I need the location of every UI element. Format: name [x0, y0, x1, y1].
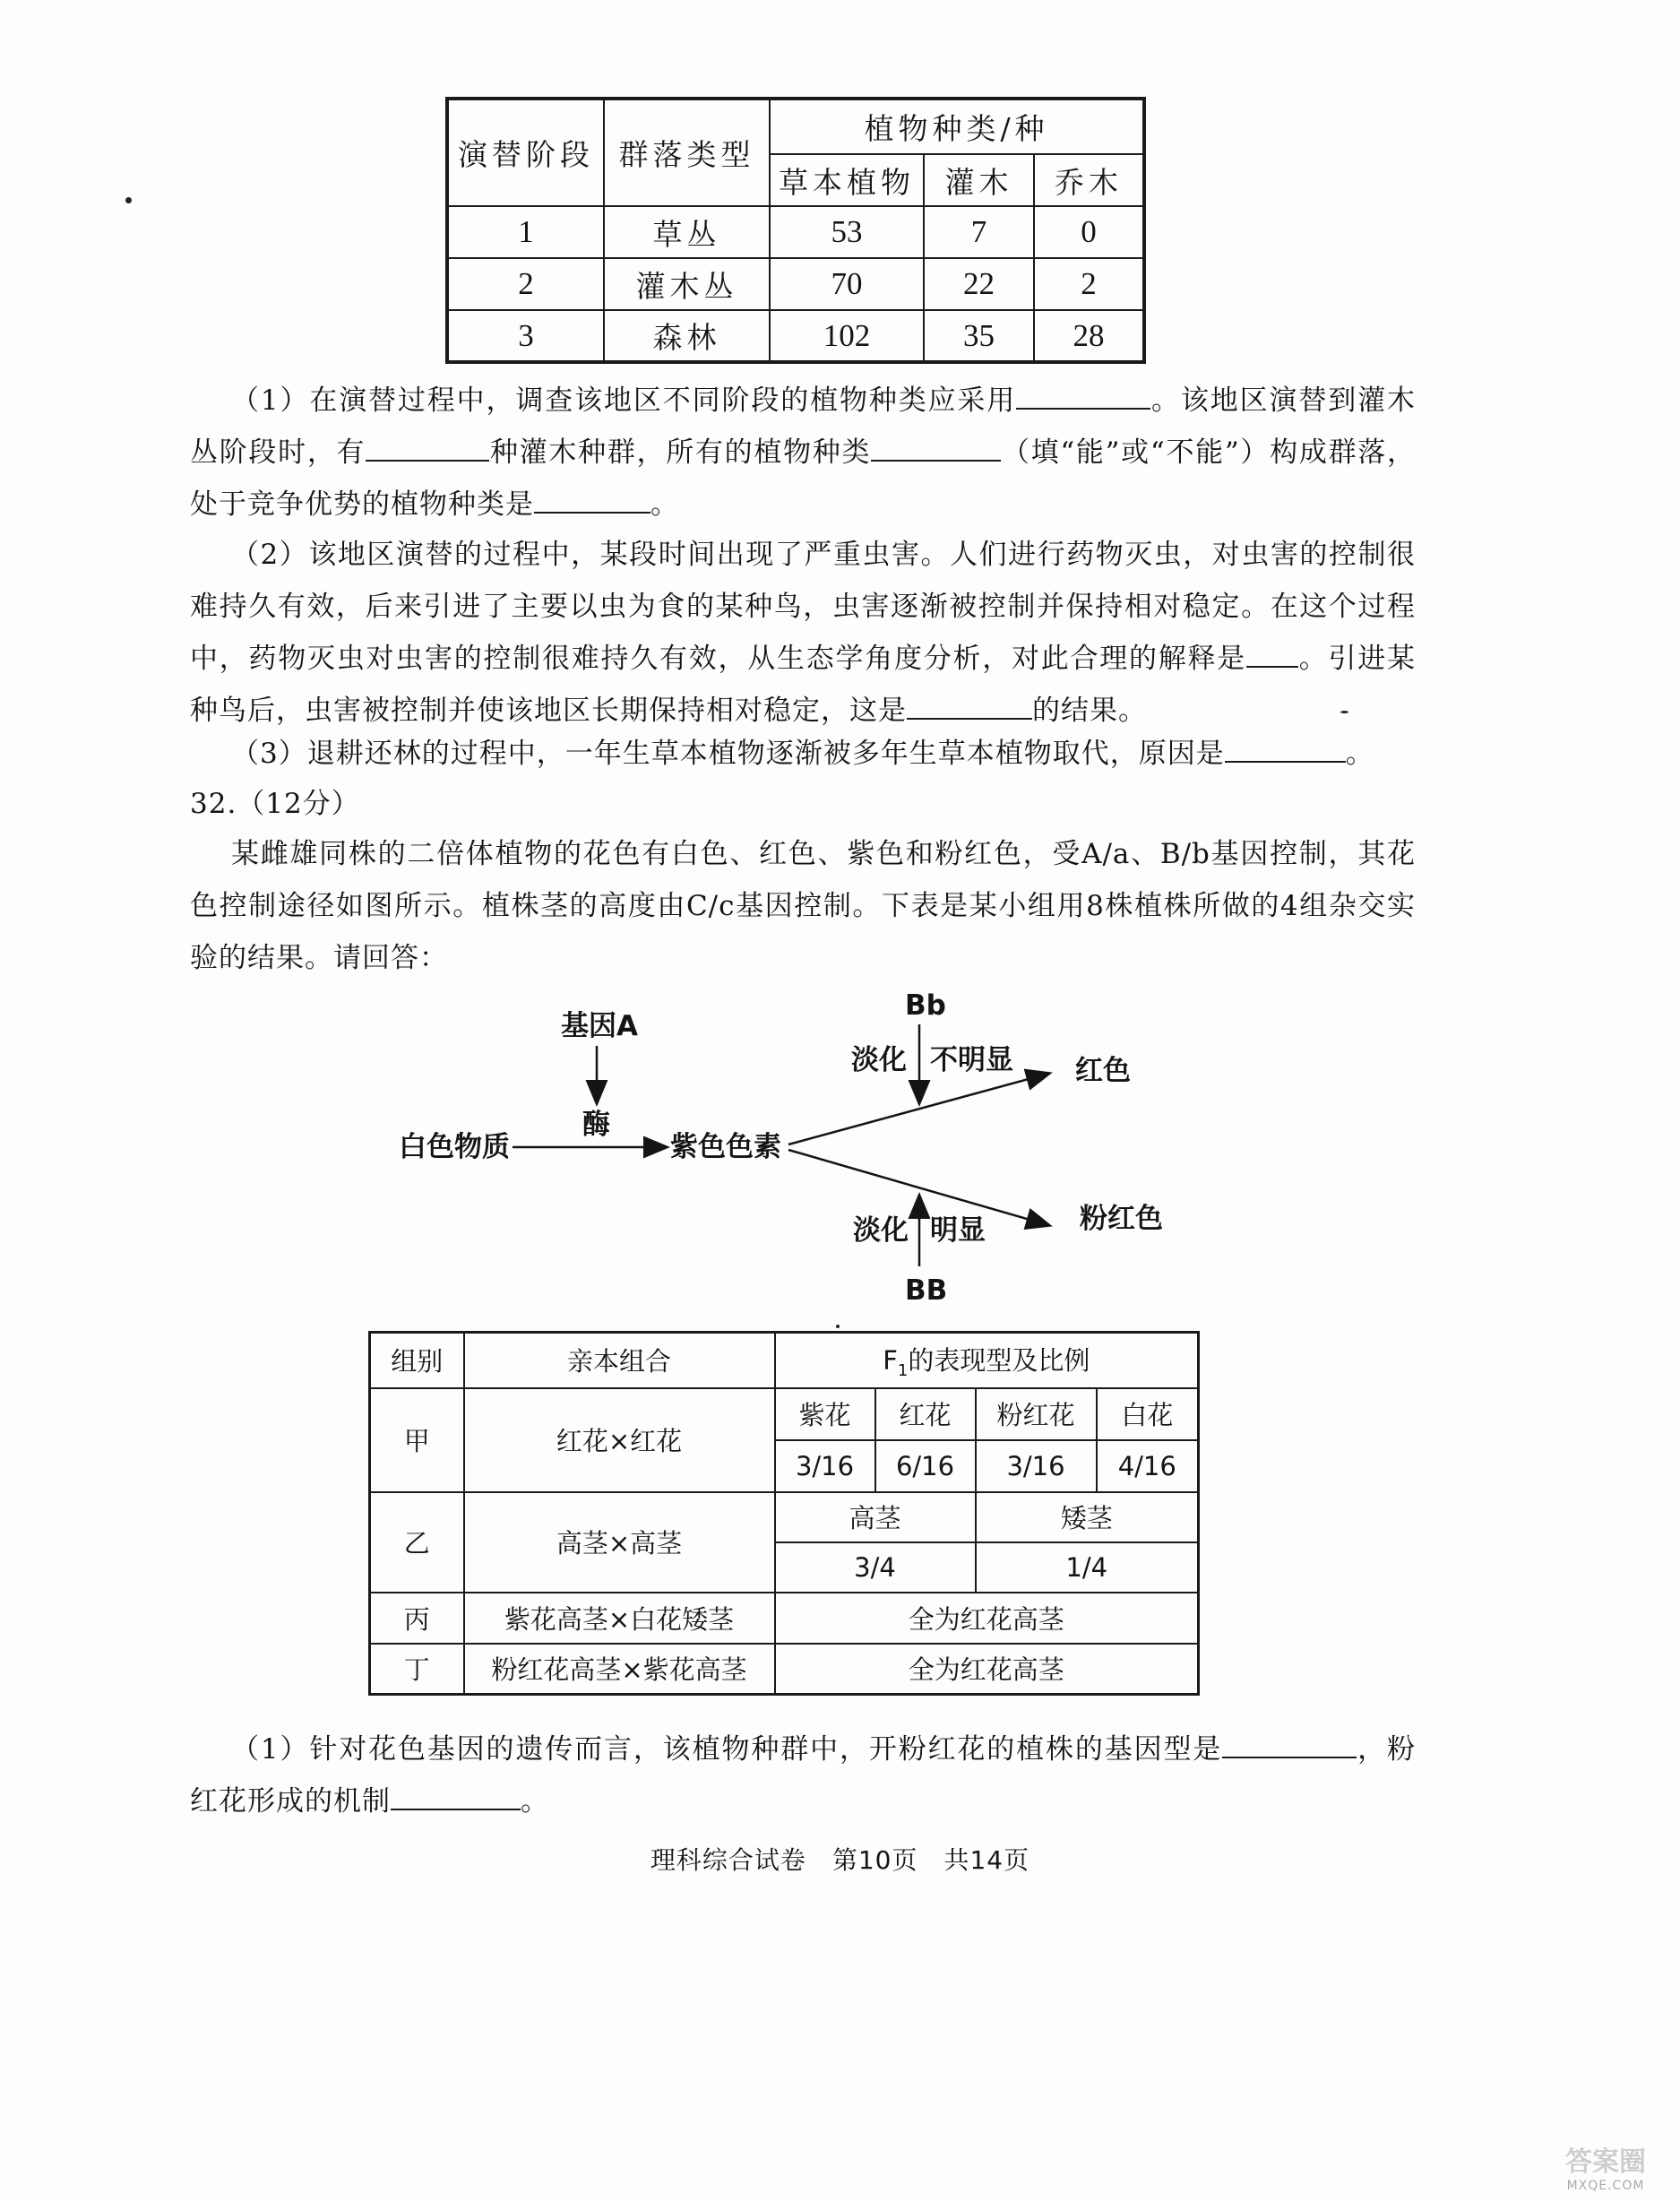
cell-community: 森林 [604, 310, 770, 362]
f1-subscript: 1 [897, 1360, 909, 1380]
answer-blank[interactable] [871, 433, 1001, 462]
obvious-label: 明显 [930, 1214, 986, 1247]
header-community: 群落类型 [604, 99, 770, 206]
answer-blank[interactable] [534, 485, 650, 514]
header-tree: 乔木 [1034, 154, 1144, 206]
header-herb: 草本植物 [770, 154, 924, 206]
cell-ratio: 3/16 [775, 1440, 875, 1492]
cell-ratio: 3/4 [775, 1542, 976, 1593]
cell-group: 甲 [370, 1388, 464, 1492]
answer-blank[interactable] [1225, 734, 1346, 763]
cell-ratio: 3/16 [976, 1440, 1097, 1492]
answer-blank[interactable] [391, 1782, 521, 1810]
cell-tree: 2 [1034, 258, 1144, 310]
answer-blank[interactable] [1016, 381, 1150, 410]
cell-herb: 102 [770, 310, 924, 362]
table-row [370, 1388, 1199, 1440]
cell-herb: 53 [770, 206, 924, 258]
watermark-top: 答案圈 [1565, 2146, 1646, 2178]
q32-1-text-b: ，粉红花形成的机制 [190, 1733, 1416, 1818]
watermark-logo [1547, 2139, 1664, 2193]
gene-a-label: 基因A [561, 1010, 638, 1042]
cell-shrub: 7 [924, 206, 1034, 258]
header-shrub: 灌木 [924, 154, 1034, 206]
cell-stage: 3 [447, 310, 604, 362]
cell-group: 乙 [370, 1492, 464, 1593]
question-32-heading: 32.（12分） [190, 788, 360, 820]
cross-experiment-table [368, 1331, 1200, 1696]
table-row [447, 206, 1144, 258]
cell-phenotype: 高茎 [775, 1492, 976, 1542]
header-species: 植物种类/种 [770, 99, 1144, 154]
flower-color-pathway-diagram [385, 990, 1210, 1317]
cell-parents: 粉红花高茎×紫花高茎 [464, 1644, 775, 1695]
cell-phenotype: 白花 [1097, 1388, 1199, 1440]
q31-1-text-c: 种灌木种群，所有的植物种类 [489, 436, 872, 469]
cell-stage: 2 [447, 258, 604, 310]
watermark-bottom: MXQE.COM [1566, 2179, 1645, 2193]
page-footer: 理科综合试卷 第10页 共14页 [650, 1845, 1030, 1875]
answer-blank[interactable] [1246, 639, 1298, 668]
question-32-part-1 [190, 1723, 1416, 1827]
bb-top-label: Bb [905, 990, 946, 1022]
q31-2-text-b: 。引进某种鸟后，虫害被控制并使该地区长期保持相对稳定，这是 [190, 643, 1416, 727]
header-f1 [775, 1333, 1199, 1388]
cell-parents: 高茎×高茎 [464, 1492, 775, 1593]
cell-phenotype: 红花 [875, 1388, 976, 1440]
f1-prefix: F [883, 1344, 898, 1376]
table-row [447, 310, 1144, 362]
cell-parents: 紫花高茎×白花矮茎 [464, 1593, 775, 1644]
table-row [370, 1492, 1199, 1542]
answer-blank[interactable] [366, 433, 489, 462]
table-row [370, 1644, 1199, 1695]
header-group: 组别 [370, 1333, 464, 1388]
cell-phenotype: 矮茎 [976, 1492, 1199, 1542]
q31-1-text-a: （1）在演替过程中，调查该地区不同阶段的植物种类应采用 [231, 384, 1017, 417]
cell-result: 全为红花高茎 [775, 1593, 1199, 1644]
pink-label: 粉红色 [1080, 1203, 1163, 1235]
cell-tree: 0 [1034, 206, 1144, 258]
enzyme-label: 酶 [582, 1109, 610, 1141]
q31-1-text-b: 。该地区演替到灌木丛阶段时，有 [190, 384, 1416, 469]
scan-speck [125, 197, 132, 203]
cell-community: 草丛 [604, 206, 770, 258]
red-label: 红色 [1075, 1055, 1131, 1087]
cell-phenotype: 紫花 [775, 1388, 875, 1440]
q31-2-text-a: （2）该地区演替的过程中，某段时间出现了严重虫害。人们进行药物灭虫，对虫害的控制很难持久有效，后来引进了主要以虫为食的某种鸟，虫害逐渐被控制并保持相对稳定。在这个过程中，药物灭虫对虫害的控制很难持久有效，从生态学角度分析，对此合理的解释是 [190, 539, 1416, 675]
cell-ratio: 6/16 [875, 1440, 976, 1492]
purple-pigment-label: 紫色色素 [670, 1131, 781, 1163]
q31-2-text-c: 的结果。 [1032, 695, 1147, 727]
fade-bottom-label: 淡化 [853, 1214, 909, 1247]
succession-table [445, 97, 1146, 364]
question-31-part-2 [190, 529, 1416, 737]
white-substance-label: 白色物质 [399, 1131, 510, 1163]
cell-herb: 70 [770, 258, 924, 310]
q31-1-text-d: （填“能”或“不能”）构成群落，处于竞争优势的植物种类是 [190, 436, 1416, 521]
cell-shrub: 35 [924, 310, 1034, 362]
cell-ratio: 4/16 [1097, 1440, 1199, 1492]
question-32-intro: 某雌雄同株的二倍体植物的花色有白色、红色、紫色和粉红色，受A/a、B/b基因控制，其花色控制途径如图所示。植株茎的高度由C/c基因控制。下表是某小组用8株植株所做的4组杂交实验的结果。请回答： [190, 838, 1416, 974]
cell-result: 全为红花高茎 [775, 1644, 1199, 1695]
cell-ratio: 1/4 [976, 1542, 1199, 1593]
cell-community: 灌木丛 [604, 258, 770, 310]
header-parents: 亲本组合 [464, 1333, 775, 1388]
not-obvious-label: 不明显 [930, 1044, 1013, 1076]
q32-1-text-c: 。 [521, 1785, 549, 1818]
cell-shrub: 22 [924, 258, 1034, 310]
scan-speck [836, 1325, 840, 1328]
header-stage: 演替阶段 [447, 99, 604, 206]
bb-bottom-label: BB [905, 1274, 948, 1307]
fade-top-label: 淡化 [851, 1044, 907, 1076]
cell-stage: 1 [447, 206, 604, 258]
q31-3-text-b: 。 [1345, 738, 1374, 770]
cell-group: 丁 [370, 1644, 464, 1695]
table-row [370, 1593, 1199, 1644]
answer-blank[interactable] [907, 691, 1032, 720]
question-31-part-3 [190, 728, 1416, 780]
cell-phenotype: 粉红花 [976, 1388, 1097, 1440]
q31-3-text-a: （3）退耕还林的过程中，一年生草本植物逐渐被多年生草本植物取代，原因是 [231, 738, 1225, 770]
cell-parents: 红花×红花 [464, 1388, 775, 1492]
question-31-part-1 [190, 375, 1416, 531]
table-row [447, 258, 1144, 310]
cell-tree: 28 [1034, 310, 1144, 362]
q31-1-text-e: 。 [650, 488, 679, 521]
f1-suffix: 的表现型及比例 [908, 1344, 1090, 1376]
cell-group: 丙 [370, 1593, 464, 1644]
q32-1-text-a: （1）针对花色基因的遗传而言，该植物种群中，开粉红花的植株的基因型是 [231, 1733, 1223, 1766]
answer-blank[interactable] [1222, 1730, 1357, 1758]
